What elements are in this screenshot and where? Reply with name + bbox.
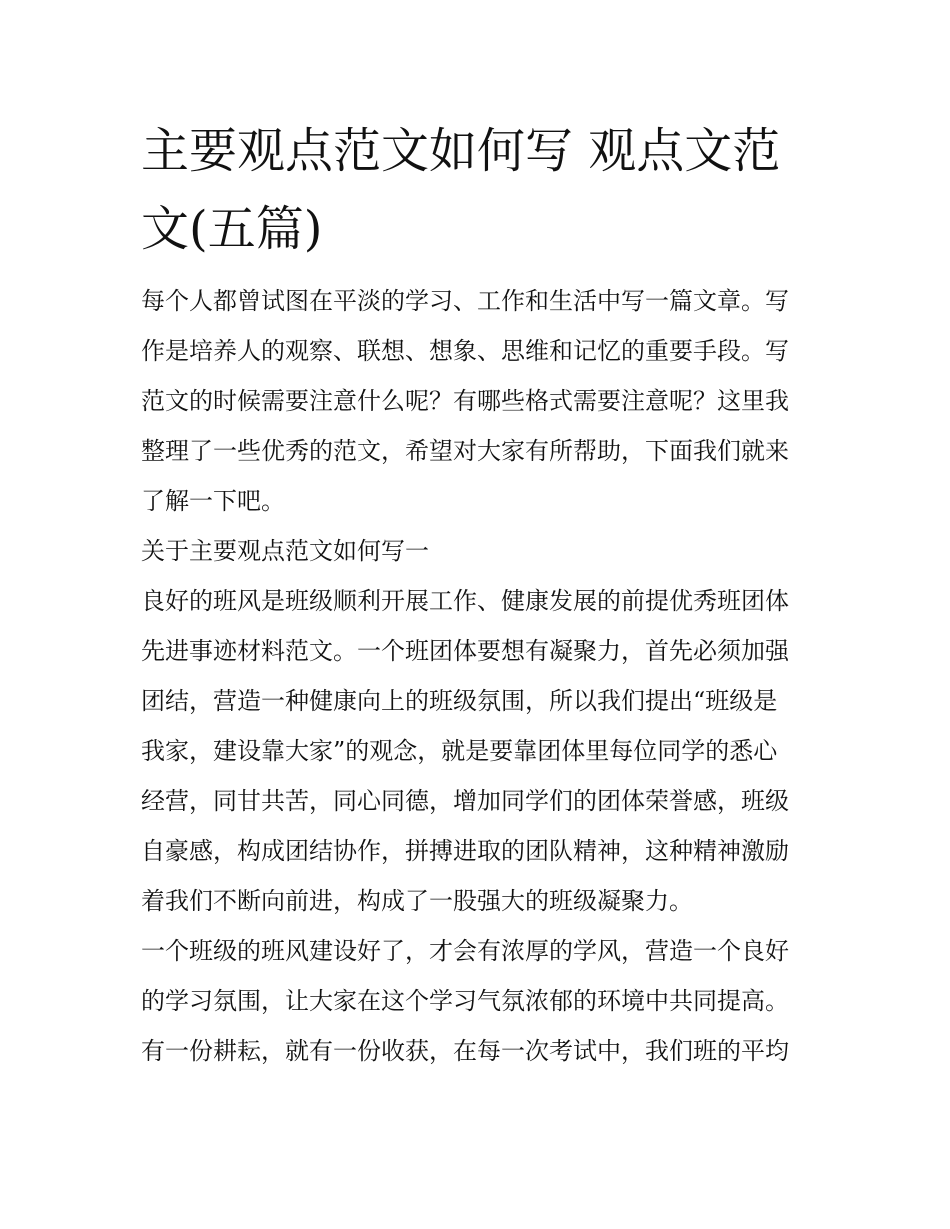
text-line: 作是培养人的观察、联想、想象、思维和记忆的重要手段。写	[141, 337, 789, 365]
text-line: 了解一下吧。	[141, 487, 285, 515]
text-line: 着我们不断向前进，构成了一股强大的班级凝聚力。	[141, 887, 693, 915]
text-line: 自豪感，构成团结协作，拼搏进取的团队精神，这种精神激励	[141, 837, 789, 865]
text-line: 我家，建设靠大家”的观念，就是要靠团体里每位同学的悉心	[141, 737, 778, 765]
text-line: 先进事迹材料范文。一个班团体要想有凝聚力，首先必须加强	[141, 637, 789, 665]
text-line: 良好的班风是班级顺利开展工作、健康发展的前提优秀班团体	[141, 587, 789, 615]
body-paragraph-1	[141, 581, 813, 921]
text-line: 团结，营造一种健康向上的班级氛围，所以我们提出“班级是	[141, 687, 778, 715]
section-heading-paragraph	[141, 531, 813, 571]
text-line: 范文的时候需要注意什么呢？有哪些格式需要注意呢？这里我	[141, 387, 789, 415]
text-line: 一个班级的班风建设好了，才会有浓厚的学风，营造一个良好	[141, 937, 789, 965]
body-paragraph-2	[141, 931, 813, 1071]
document-title: 主要观点范文如何写 观点文范文(五篇)	[141, 123, 781, 257]
document-body	[141, 281, 813, 1081]
section-heading: 关于主要观点范文如何写一	[141, 537, 429, 565]
text-line: 的学习氛围，让大家在这个学习气氛浓郁的环境中共同提高。	[141, 987, 789, 1015]
intro-paragraph	[141, 281, 813, 521]
text-line: 有一份耕耘，就有一份收获，在每一次考试中，我们班的平均	[141, 1037, 789, 1065]
text-line: 每个人都曾试图在平淡的学习、工作和生活中写一篇文章。写	[141, 287, 789, 315]
text-line: 整理了一些优秀的范文，希望对大家有所帮助，下面我们就来	[141, 437, 789, 465]
text-line: 经营，同甘共苦，同心同德，增加同学们的团体荣誉感，班级	[141, 787, 789, 815]
